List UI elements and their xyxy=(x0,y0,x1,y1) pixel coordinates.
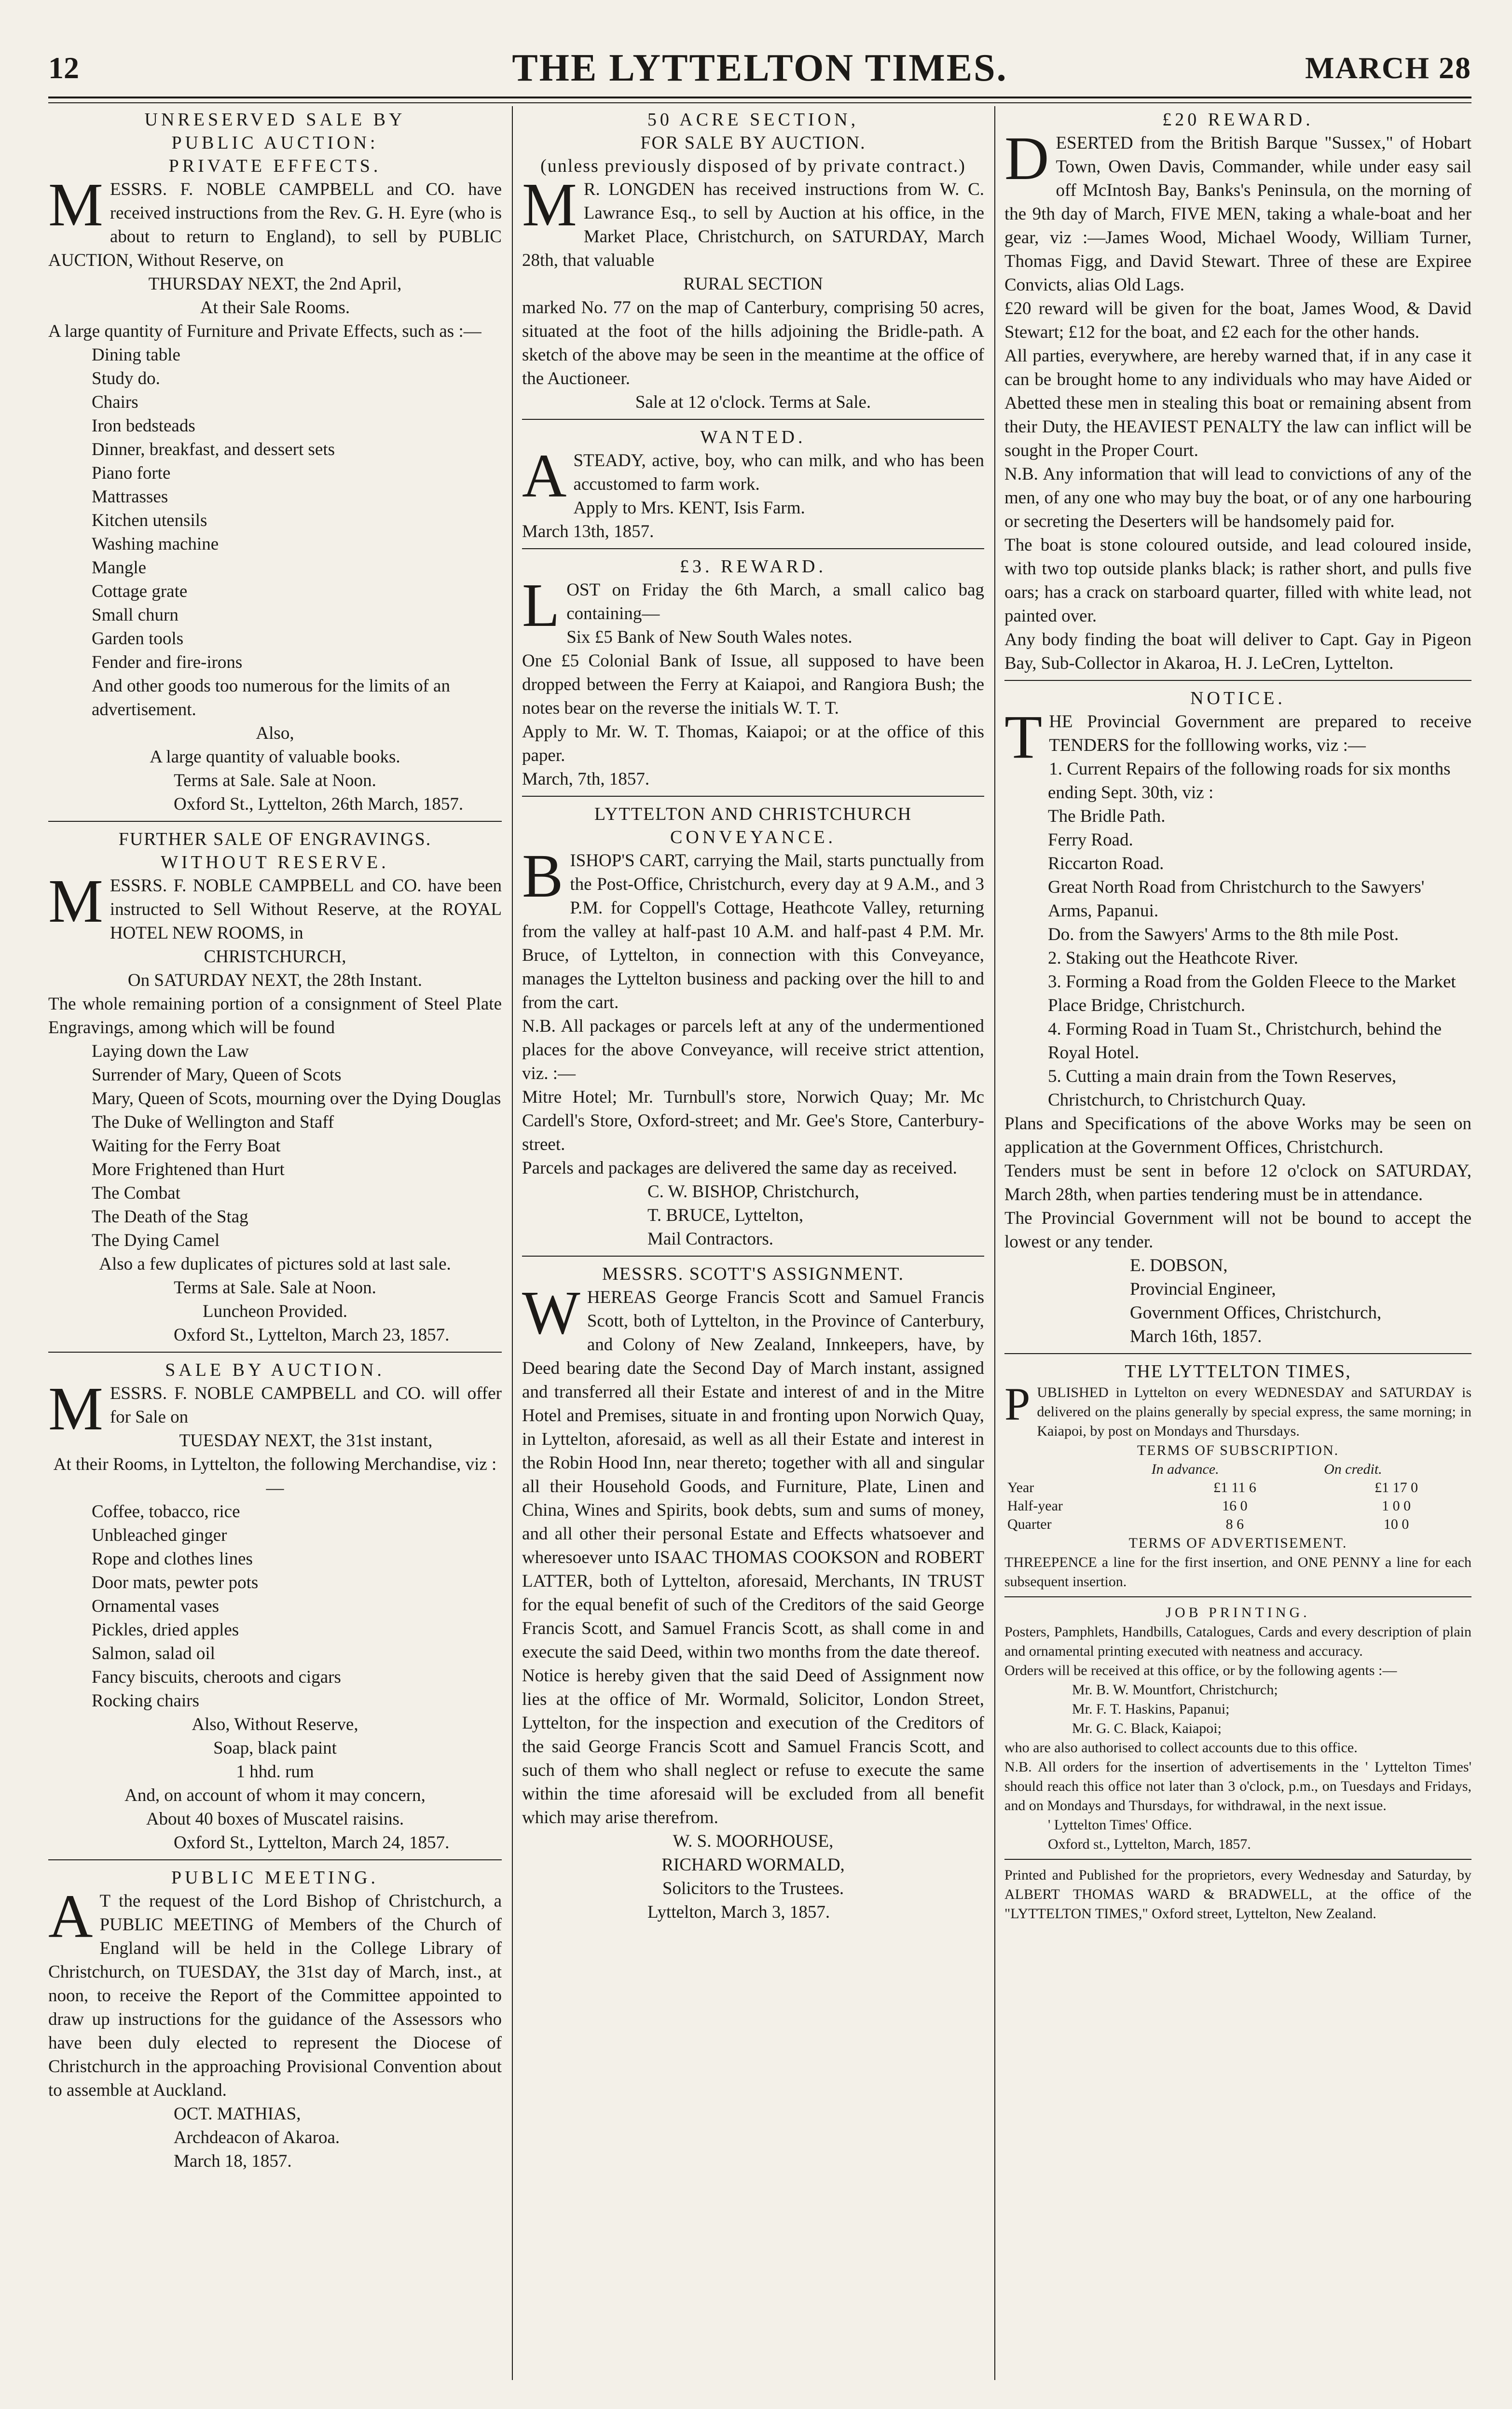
signature-line: Lyttelton, March 3, 1857. xyxy=(647,1902,830,1922)
list-item: And other goods too numerous for the limits of an advertisement. xyxy=(92,676,450,720)
list-item: Dinner, breakfast, and dessert sets xyxy=(92,440,335,459)
centered-line: RICHARD WORMALD, xyxy=(661,1855,845,1875)
imprint: Printed and Published for the proprietors, every Wednesday and Saturday, by ALBERT THOMAS WARD & BRADWELL, at the office of the "LYTTELTON TIMES," Oxford street, Lyttelton, New Zealand. xyxy=(1004,1867,1471,1922)
centered-line: CHRISTCHURCH, xyxy=(204,947,346,967)
terms-lead: UBLISHED in Lyttelton on every WEDNESDAY and SATURDAY is delivered on the plains generally by special express, the same morning; in Kaiapoi, by post on Mondays and Thursdays. xyxy=(1037,1384,1471,1439)
centered-line: TUESDAY NEXT, the 31st instant, xyxy=(179,1431,433,1451)
advert-body xyxy=(522,842,984,1014)
drop-cap: W xyxy=(522,1278,580,1347)
advert-heading: SALE BY AUCTION. xyxy=(165,1360,385,1380)
list-item: The Combat xyxy=(92,1183,180,1203)
centered-line: Solicitors to the Trustees. xyxy=(662,1879,844,1898)
list-item: Garden tools xyxy=(92,629,184,649)
table-header xyxy=(1004,1460,1149,1479)
table-cell: Year xyxy=(1007,1480,1034,1495)
advert-heading: CONVEYANCE. xyxy=(670,827,837,847)
column-3 xyxy=(1004,108,1471,2380)
table-cell: 1 0 0 xyxy=(1382,1498,1411,1514)
drop-cap: T xyxy=(1004,703,1043,771)
table-cell: £1 11 6 xyxy=(1213,1480,1256,1495)
separator xyxy=(522,548,984,549)
list-item: Ferry Road. xyxy=(1048,830,1133,850)
advertisement-text: THREEPENCE a line for the first insertion, and ONE PENNY a line for each subsequent insertion. xyxy=(1004,1554,1471,1590)
paragraph: N.B. Any information that will lead to convictions of any of the men, of any one who may buy the boat, or of any one harbouring or secreting the Deserters will be handsomely paid for. xyxy=(1004,464,1471,531)
list-item: The Bridle Path. xyxy=(1048,806,1166,826)
list-item: Do. from the Sawyers' Arms to the 8th mile Post. xyxy=(1048,925,1399,944)
table-row xyxy=(1004,1515,1471,1534)
advert-wanted xyxy=(522,426,984,543)
centered-line: Terms at Sale. Sale at Noon. xyxy=(174,1278,376,1298)
table-header-row xyxy=(1004,1460,1471,1479)
agent: Mr. B. W. Mountfort, Christchurch; xyxy=(1072,1682,1278,1698)
advertisement-heading: TERMS OF ADVERTISEMENT. xyxy=(1128,1535,1347,1551)
centered-line: Also, Without Reserve, xyxy=(192,1715,358,1734)
list-item: Laying down the Law xyxy=(92,1041,249,1061)
terms-notice xyxy=(1004,1360,1471,1924)
advert-sale xyxy=(48,1358,502,1855)
page-number: 12 xyxy=(48,51,79,85)
advert-lead: ESERTED from the British Barque "Sussex," of Hobart Town, Owen Davis, Commander, while under easy sail off McIntosh Bay, Banks's Peninsula, on the morning of the 9th day of March, FIVE MEN, taking a whale-boat and her gear, viz :—James Wood, Michael Woody, William Turner, Thomas Figg, and David Stewart. Three of these are Expiree Convicts, alias Old Lags. xyxy=(1004,133,1471,295)
separator xyxy=(48,1859,502,1860)
nb-text: N.B. All orders for the insertion of advertisements in the ' Lyttelton Times' should reach this office not later than 3 o'clock, p.m., on Tuesdays and Fridays, and on Mondays and Thursdays, for withdrawal, in the next issue. xyxy=(1004,1759,1471,1814)
advert-heading: UNRESERVED SALE BY xyxy=(144,110,406,130)
list-item: Study do. xyxy=(92,369,160,388)
terms-heading: THE LYTTELTON TIMES, xyxy=(1125,1361,1351,1382)
advert-scott xyxy=(522,1262,984,1924)
separator xyxy=(48,821,502,822)
list-item: 5. Cutting a main drain from the Town Reserves, Christchurch, to Christchurch Quay. xyxy=(1048,1066,1397,1110)
advert-body xyxy=(48,1882,502,2102)
drop-cap: L xyxy=(522,571,560,639)
paragraph: Apply to Mr. W. T. Thomas, Kaiapoi; or at the office of this paper. xyxy=(522,722,984,765)
table-cell: £1 17 0 xyxy=(1375,1480,1418,1495)
list-item: Chairs xyxy=(92,392,138,412)
drop-cap: D xyxy=(1004,124,1049,193)
advert-conveyance xyxy=(522,803,984,1251)
subscription-heading: TERMS OF SUBSCRIPTION. xyxy=(1137,1442,1339,1458)
advert-heading: FOR SALE BY AUCTION. xyxy=(640,133,866,153)
advert-acres xyxy=(522,108,984,414)
drop-cap: A xyxy=(48,1882,93,1951)
paragraph: The Provincial Government will not be bound to accept the lowest or any tender. xyxy=(1004,1208,1471,1252)
advert-heading: £20 REWARD. xyxy=(1162,110,1314,130)
drop-cap: M xyxy=(48,867,103,935)
list-item: Salmon, salad oil xyxy=(92,1644,215,1663)
centered-line: RURAL SECTION xyxy=(683,274,823,294)
list-item: Fancy biscuits, cheroots and cigars xyxy=(92,1667,341,1687)
paragraph: March 13th, 1857. xyxy=(522,522,654,541)
centered-line: Soap, black paint xyxy=(213,1738,337,1758)
advert-reward3 xyxy=(522,555,984,791)
list-item: Surrender of Mary, Queen of Scots xyxy=(92,1065,342,1085)
advert-lead: ESSRS. F. NOBLE CAMPBELL and CO. will offer for Sale on xyxy=(110,1384,502,1427)
paragraph: Plans and Specifications of the above Works may be seen on application at the Government Offices, Christchurch. xyxy=(1004,1114,1471,1157)
paragraph: Tenders must be sent in before 12 o'clock on SATURDAY, March 28th, when parties tendering must be in attendance. xyxy=(1004,1161,1471,1204)
advert-body xyxy=(48,867,502,945)
advert-unreserved xyxy=(48,108,502,816)
centered-line: W. S. MOORHOUSE, xyxy=(673,1831,834,1851)
table-row xyxy=(1004,1479,1471,1497)
list-item: Riccarton Road. xyxy=(1048,854,1164,873)
signature-line: Oxford St., Lyttelton, March 23, 1857. xyxy=(174,1325,450,1345)
advert-heading: WANTED. xyxy=(700,427,806,447)
advert-body xyxy=(522,1278,984,1664)
subscription-table xyxy=(1004,1460,1471,1534)
office-line: ' Lyttelton Times' Office. xyxy=(1048,1817,1192,1833)
table-cell: Quarter xyxy=(1007,1516,1052,1532)
paragraph: Notice is hereby given that the said Deed of Assignment now lies at the office of Mr. Wormald, Solicitor, London Street, Lyttelton, for the inspection and execution of the Creditors of the said George Francis Scott and Samuel Francis Scott, and such of them who shall neglect or refuse to execute the same within the time aforesaid will be excluded from all benefit which may arise therefrom. xyxy=(522,1666,984,1828)
signature-line: March 18, 1857. xyxy=(174,2151,292,2171)
paragraph: Apply to Mrs. KENT, Isis Farm. xyxy=(573,498,805,518)
list-item: The Death of the Stag xyxy=(92,1207,248,1227)
centered-line: On SATURDAY NEXT, the 28th Instant. xyxy=(127,970,423,990)
list-item: Cottage grate xyxy=(92,581,188,601)
advert-heading: (unless previously disposed of by private contract.) xyxy=(540,156,966,176)
table-cell: Half-year xyxy=(1007,1498,1063,1514)
list-item: 2. Staking out the Heathcote River. xyxy=(1048,948,1298,968)
centered-line: And, on account of whom it may concern, xyxy=(124,1786,426,1805)
paragraph: One £5 Colonial Bank of Issue, all supposed to have been dropped between the Ferry at Kaiapoi, and Rangiora Bush; the notes bear on the reverse the initials W. T. T. xyxy=(522,651,984,718)
table-header: In advance. xyxy=(1151,1461,1219,1477)
centered-line: THURSDAY NEXT, the 2nd April, xyxy=(148,274,402,294)
separator xyxy=(522,796,984,797)
advert-lead: STEADY, active, boy, who can milk, and who has been accustomed to farm work. xyxy=(573,451,984,494)
advert-lead: ESSRS. F. NOBLE CAMPBELL and CO. have been instructed to Sell Without Reserve, at the ROYAL HOTEL NEW ROOMS, in xyxy=(110,876,502,943)
advert-heading: WITHOUT RESERVE. xyxy=(161,852,389,872)
column-rule xyxy=(512,106,513,2380)
list-item: Ornamental vases xyxy=(92,1596,220,1616)
signature-line: Mail Contractors. xyxy=(647,1229,774,1249)
list-item: Mattrasses xyxy=(92,487,168,507)
advert-lead: HE Provincial Government are prepared to receive TENDERS for the folllowing works, viz :— xyxy=(1049,712,1471,755)
centered-line: At their Sale Rooms. xyxy=(200,298,350,318)
paragraph: N.B. All packages or parcels left at any of the undermentioned places for the above Conveyance, will receive strict attention, viz. :— xyxy=(522,1016,984,1083)
advert-heading: FURTHER SALE OF ENGRAVINGS. xyxy=(118,829,432,849)
list-item: Piano forte xyxy=(92,463,171,483)
list-item: Iron bedsteads xyxy=(92,416,195,436)
advert-lead: T the request of the Lord Bishop of Christchurch, a PUBLIC MEETING of Members of the Church of England will be held in the College Library of Christchurch, on TUESDAY, the 31st day of March, inst., at noon, to receive the Report of the Committee appointed to draw up instructions for the guidance of the Assessors who have been duly elected to represent the Diocese of Christchurch in the approaching Provisional Convention about to assemble at Auckland. xyxy=(48,1891,502,2100)
separator xyxy=(522,419,984,420)
list-item: Small churn xyxy=(92,605,179,625)
paragraph: All parties, everywhere, are hereby warned that, if in any case it can be brought home to any individuals who may have Aided or Abetted these men in stealing this boat or remaining absent from their Duty, the HEAVIEST PENALTY the law can inflict will be sought in the Proper Court. xyxy=(1004,346,1471,460)
advert-heading: NOTICE. xyxy=(1190,688,1286,708)
list-item: Rope and clothes lines xyxy=(92,1549,253,1569)
centered-line: Also a few duplicates of pictures sold at last sale. xyxy=(99,1254,451,1274)
agents-note: who are also authorised to collect accounts due to this office. xyxy=(1004,1740,1358,1756)
paragraph: The whole remaining portion of a consignment of Steel Plate Engravings, among which will be found xyxy=(48,994,502,1038)
centered-line: Sale at 12 o'clock. Terms at Sale. xyxy=(635,392,871,412)
drop-cap: P xyxy=(1004,1378,1031,1430)
column-1 xyxy=(48,108,502,2380)
centered-line: 1 hhd. rum xyxy=(236,1762,314,1782)
advert-body xyxy=(48,170,502,272)
orders-text: Orders will be received at this office, or by the following agents :— xyxy=(1004,1662,1397,1678)
column-2 xyxy=(522,108,984,2380)
signature-line: March 16th, 1857. xyxy=(1130,1327,1262,1346)
centered-line: A large quantity of valuable books. xyxy=(150,747,400,767)
job-printing-heading: JOB PRINTING. xyxy=(1166,1605,1310,1620)
list-item: The Duke of Wellington and Staff xyxy=(92,1112,334,1132)
signature-line: Oxford St., Lyttelton, 26th March, 1857. xyxy=(174,794,464,814)
table-row xyxy=(1004,1497,1471,1515)
separator xyxy=(522,1256,984,1257)
paragraph: March, 7th, 1857. xyxy=(522,769,650,789)
signature-line: Provincial Engineer, xyxy=(1130,1279,1276,1299)
paragraph: Mitre Hotel; Mr. Turnbull's store, Norwich Quay; Mr. Mc Cardell's Store, Oxford-street; and Mr. Gee's Store, Canterbury-street. xyxy=(522,1087,984,1154)
separator xyxy=(1004,680,1471,681)
list-item: The Dying Camel xyxy=(92,1231,220,1250)
masthead-rule-thin xyxy=(48,102,1471,103)
separator xyxy=(1004,1596,1471,1597)
list-item: Fender and fire-irons xyxy=(92,652,243,672)
agent: Mr. G. C. Black, Kaiapoi; xyxy=(1072,1720,1222,1736)
paragraph: Six £5 Bank of New South Wales notes. xyxy=(566,627,852,647)
masthead-rule xyxy=(48,97,1471,98)
separator xyxy=(1004,1859,1471,1860)
list-item: Kitchen utensils xyxy=(92,511,207,530)
list-item: Coffee, tobacco, rice xyxy=(92,1502,240,1522)
column-3-adverts xyxy=(1004,108,1471,1348)
signature-line: E. DOBSON, xyxy=(1130,1256,1228,1275)
signature-line: Oxford St., Lyttelton, March 24, 1857. xyxy=(174,1833,450,1853)
signature-line: Government Offices, Christchurch, xyxy=(1130,1303,1382,1323)
list-item: Dining table xyxy=(92,345,180,365)
advert-lead: OST on Friday the 6th March, a small calico bag containing— xyxy=(566,580,984,623)
drop-cap: B xyxy=(522,842,564,910)
masthead xyxy=(48,43,1471,97)
advert-heading: PRIVATE EFFECTS. xyxy=(168,156,382,176)
list-item: Mary, Queen of Scots, mourning over the Dying Douglas xyxy=(92,1089,501,1108)
list-item: 4. Forming Road in Tuam St., Christchurch, behind the Royal Hotel. xyxy=(1048,1019,1442,1063)
table-cell: 8 6 xyxy=(1225,1516,1244,1532)
drop-cap: A xyxy=(522,442,567,510)
list-item: Unbleached ginger xyxy=(92,1525,227,1545)
advert-body xyxy=(1004,703,1471,771)
advert-lead: ISHOP'S CART, carrying the Mail, starts punctually from the Post-Office, Christchurch, every day at 9 A.M., and 3 P.M. for Coppell's Cottage, Heathcote Valley, returning from the valley at half-past 10 A.M. and half-past 4 P.M. Mr. Bruce, of Lyttelton, in connection with this Conveyance, manages the Lyttelton business and packing over the hill to and from the cart. xyxy=(522,851,984,1012)
signature-line: OCT. MATHIAS, xyxy=(174,2104,301,2124)
list-item: Great North Road from Christchurch to the Sawyers' Arms, Papanui. xyxy=(1048,877,1425,921)
paragraph: The boat is stone coloured outside, and lead coloured inside, with two top outside planks black; is rather short, and pulls five oars; has a crack on starboard quarter, filled with white lead, not painted over. xyxy=(1004,535,1471,626)
list-item: Waiting for the Ferry Boat xyxy=(92,1136,281,1156)
list-item: Rocking chairs xyxy=(92,1691,199,1711)
list-item: 3. Forming a Road from the Golden Fleece to the Market Place Bridge, Christchurch. xyxy=(1048,972,1456,1015)
separator xyxy=(48,1352,502,1353)
centered-line: About 40 boxes of Muscatel raisins. xyxy=(146,1809,404,1829)
signature-line: Archdeacon of Akaroa. xyxy=(174,2128,340,2147)
advert-heading: 50 ACRE SECTION, xyxy=(647,110,859,130)
advert-lead: R. LONGDEN has received instructions from W. C. Lawrance Esq., to sell by Auction at his office, in the Market Place, Christchurch, on SATURDAY, March 28th, that valuable xyxy=(522,180,984,270)
centered-line: At their Rooms, in Lyttelton, the following Merchandise, viz :— xyxy=(53,1454,497,1498)
column-rule xyxy=(994,106,995,2380)
advert-reward20 xyxy=(1004,108,1471,675)
advert-heading: PUBLIC MEETING. xyxy=(171,1868,379,1888)
table-cell: 10 0 xyxy=(1383,1516,1409,1532)
centered-line: Luncheon Provided. xyxy=(202,1301,348,1321)
advert-lead: HEREAS George Francis Scott and Samuel Francis Scott, both of Lyttelton, in the Province of Canterbury, and Colony of New Zealand, Innkeepers, have, by Deed bearing date the Second Day of March instant, assigned and transferred all their Estate and interest of and in the Mitre Hotel and Premises, situate in and fronting upon Norwich Quay, in Lyttelton, aforesaid, as well as all their Estate and interest in the Robin Hood Inn, near thereto; together with all and singular all their Household Goods, and Furniture, Plate, Linen and China, Wines and Spirits, book debts, sum and sums of money, and all other their personal Estate and Effects whatsoever and wheresoever unto ISAAC THOMAS COOKSON and ROBERT LATTER, both of Lyttelton, aforesaid, Merchants, IN TRUST for the equal benefit of such of the Creditors of the said George Francis Scott, and Samuel Francis Scott, as shall come in and execute the said Deed, within two months from the date thereof. xyxy=(522,1288,984,1662)
paper-title: THE LYTTELTON TIMES. xyxy=(512,47,1008,89)
terms-date: Oxford st., Lyttelton, March, 1857. xyxy=(1048,1836,1251,1852)
centered-line: Terms at Sale. Sale at Noon. xyxy=(174,771,376,790)
issue-date: MARCH 28 xyxy=(1305,51,1471,85)
signature-line: C. W. BISHOP, Christchurch, xyxy=(647,1182,859,1202)
paragraph: marked No. 77 on the map of Canterbury, comprising 50 acres, situated at the foot of the hills adjoining the Bridle-path. A sketch of the above may be seen in the meantime at the office of the Auctioneer. xyxy=(522,298,984,388)
advert-heading: PUBLIC AUCTION: xyxy=(171,133,379,153)
separator xyxy=(1004,1353,1471,1354)
paragraph: £20 reward will be given for the boat, James Wood, & David Stewart; £12 for the boat, and £2 each for the other hands. xyxy=(1004,299,1471,342)
drop-cap: M xyxy=(48,1374,103,1443)
job-printing-text: Posters, Pamphlets, Handbills, Catalogues, Cards and every description of plain and ornamental printing executed with neatness and accuracy. xyxy=(1004,1624,1471,1659)
advert-heading: MESSRS. SCOTT'S ASSIGNMENT. xyxy=(602,1264,905,1284)
list-item: Pickles, dried apples xyxy=(92,1620,239,1640)
advert-lead: ESSRS. F. NOBLE CAMPBELL and CO. have received instructions from the Rev. G. H. Eyre (who is about to return to England), to sell by PUBLIC AUCTION, Without Reserve, on xyxy=(48,180,502,270)
signature-line: T. BRUCE, Lyttelton, xyxy=(647,1205,804,1225)
list-item: 1. Current Repairs of the following roads for six months ending Sept. 30th, viz : xyxy=(1048,759,1451,803)
centered-line: Also, xyxy=(256,723,294,743)
advert-meeting xyxy=(48,1866,502,2173)
agent: Mr. F. T. Haskins, Papanui; xyxy=(1072,1701,1230,1717)
advert-body xyxy=(522,170,984,272)
list-item: More Frightened than Hurt xyxy=(92,1160,285,1179)
advert-heading: LYTTELTON AND CHRISTCHURCH xyxy=(594,804,912,824)
table-header: On credit. xyxy=(1324,1461,1382,1477)
advert-heading: £3. REWARD. xyxy=(680,556,826,577)
paragraph: Parcels and packages are delivered the same day as received. xyxy=(522,1158,957,1178)
drop-cap: M xyxy=(522,170,577,239)
paragraph: Any body finding the boat will deliver to Capt. Gay in Pigeon Bay, Sub-Collector in Akaroa, H. J. LeCren, Lyttelton. xyxy=(1004,630,1471,673)
advert-further xyxy=(48,828,502,1347)
paragraph: A large quantity of Furniture and Private Effects, such as :— xyxy=(48,321,481,341)
advert-body xyxy=(1004,124,1471,297)
list-item: Washing machine xyxy=(92,534,219,554)
list-item: Mangle xyxy=(92,558,147,578)
table-cell: 16 0 xyxy=(1222,1498,1248,1514)
drop-cap: M xyxy=(48,170,103,239)
list-item: Door mats, pewter pots xyxy=(92,1573,259,1592)
advert-notice xyxy=(1004,687,1471,1348)
